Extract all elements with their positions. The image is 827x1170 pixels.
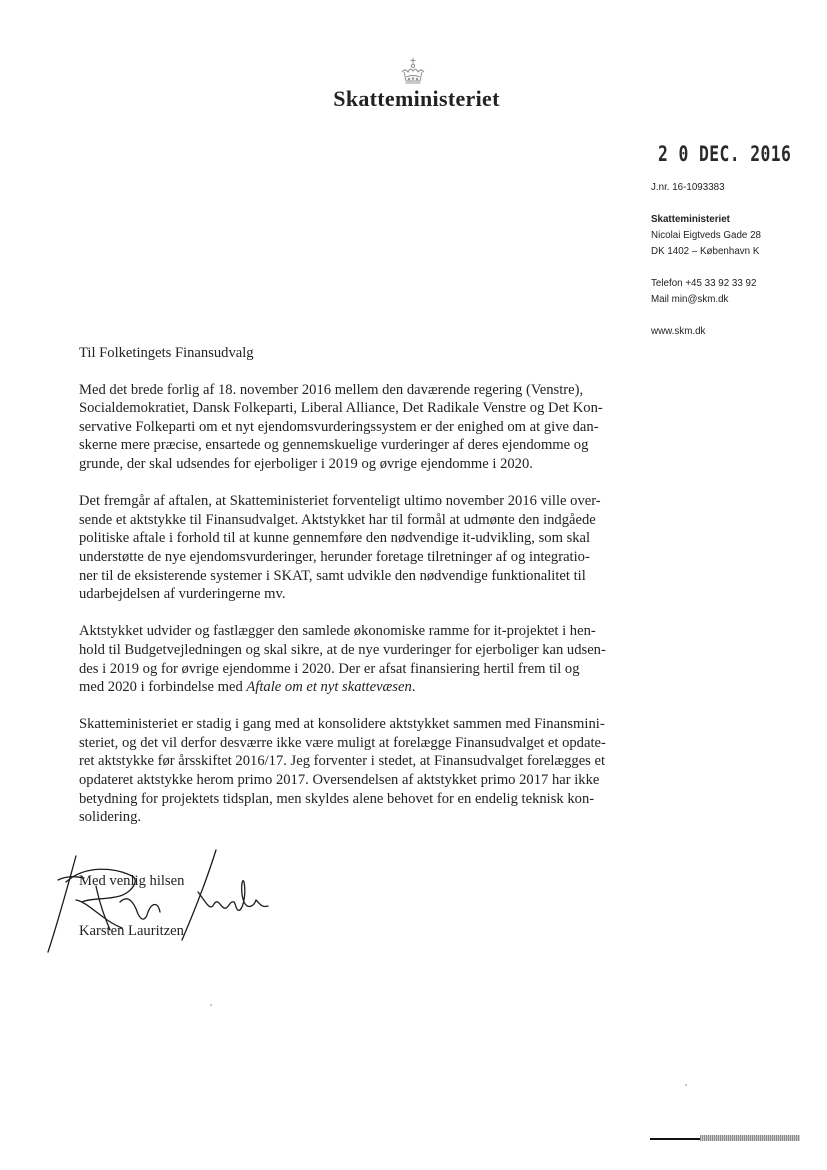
closing-greeting: Med venlig hilsen [79, 873, 185, 889]
sender-street: Nicolai Eigtveds Gade 28 [651, 230, 762, 241]
text-line: Med det brede forlig af 18. november 2016 mellem den daværende regering (Venstre), [79, 381, 584, 398]
sender-info [651, 180, 821, 340]
text-line: Det fremgår af aftalen, at Skatteministeriet forventeligt ultimo november 2016 ville over- [79, 493, 601, 510]
salutation: Til Folketingets Finansudvalg [79, 345, 254, 361]
text-line: Socialdemokratiet, Dansk Folkeparti, Liberal Alliance, Det Radikale Venstre og Det Kon- [79, 400, 603, 417]
paragraph-2 [79, 492, 639, 604]
scan-speck [685, 1084, 687, 1086]
paragraph-1 [79, 381, 639, 474]
sender-phone: Telefon +45 33 92 33 92 [651, 278, 757, 289]
text-line: ner til de eksisterende systemer i SKAT, samt udvikle den nødvendige funktionalitet til [79, 567, 586, 584]
journal-number: J.nr. 16-1093383 [651, 182, 725, 193]
sender-city: DK 1402 – København K [651, 246, 760, 257]
text-line: sende et aktstykke til Finansudvalget. Aktstykket har til formål at udmønte den indgåede [79, 511, 596, 528]
paragraph-3 [79, 622, 639, 696]
text-line: des i 2019 og for øvrige ejendomme i 2020. Der er afsat finansiering hertil frem til og [79, 660, 580, 677]
text-line: hold til Budgetvejledningen og skal sikre, at de nye vurderinger for ejerboliger kan udsen- [79, 641, 606, 658]
crown-logo-icon [396, 56, 430, 88]
text-line: Skatteministeriet er stadig i gang med at konsolidere aktstykket sammen med Finansmini- [79, 716, 605, 733]
sender-mail: Mail min@skm.dk [651, 294, 729, 305]
signatory-name: Karsten Lauritzen [79, 923, 184, 939]
text-line: understøtte de nye ejendomsvurderinger, herunder foretage tilretninger af og integratio- [79, 548, 590, 565]
text-line: grunde, der skal udsendes for ejerboliger i 2019 og øvrige ejendomme i 2020. [79, 455, 533, 472]
text-line: solidering. [79, 809, 142, 826]
text-line: steriet, og det vil derfor desværre ikke være muligt at forelægge Finansudvalget et opdate- [79, 734, 606, 751]
text-line: politiske aftale i forhold til at kunne gennemføre den nødvendige it-udvikling, som skal [79, 530, 591, 547]
agreement-title: Aftale om et nyt skattevæsen [246, 679, 412, 696]
text-line: opdateret aktstykke herom primo 2017. Oversendelsen af aktstykket primo 2017 har ikke [79, 772, 600, 789]
sender-website: www.skm.dk [651, 326, 706, 337]
text-line: skerne mere præcise, ensartede og gennemskuelige vurderinger af deres ejendomme og [79, 437, 589, 454]
text-line: Aktstykket udvider og fastlægger den samlede økonomiske ramme for it-projektet i hen- [79, 623, 596, 640]
letter-body [79, 344, 639, 845]
sender-org: Skatteministeriet [651, 214, 730, 225]
scan-edge-bar [650, 1135, 800, 1141]
ministry-logo-text: Skatteministeriet [333, 86, 500, 111]
paragraph-4 [79, 715, 639, 827]
text-line: servative Folkeparti om et nyt ejendomsvurderingssystem er der enighed om at give dan- [79, 418, 599, 435]
date-stamp: 2 0 DEC. 2016 [658, 142, 792, 166]
text-line: ret aktstykke før årsskiftet 2016/17. Jeg forventer i stedet, at Finansudvalget forelægges et [79, 753, 606, 770]
text-line: udarbejdelsen af vurderingerne mv. [79, 586, 286, 603]
text-segment: . [411, 679, 416, 696]
text-line: betydning for projektets tidsplan, men skyldes alene behovet for en endelig teknisk kon- [79, 790, 595, 807]
text-line [79, 678, 639, 697]
text-segment: med 2020 i forbindelse med [79, 679, 247, 696]
handwritten-signature [36, 842, 276, 962]
scan-speck [210, 1004, 212, 1006]
